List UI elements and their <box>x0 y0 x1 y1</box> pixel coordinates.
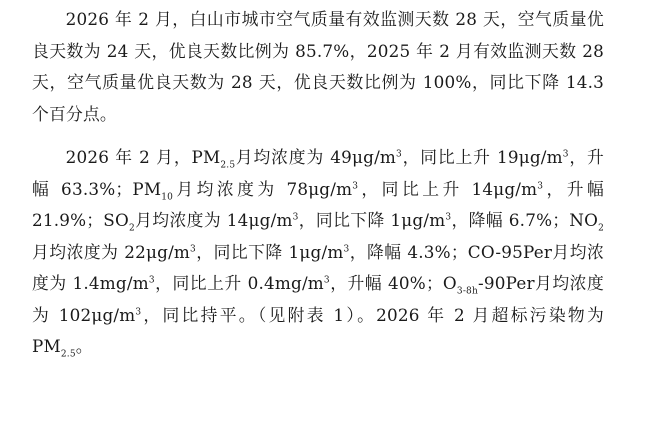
text-run: ，升幅 63.3%；PM <box>32 147 604 199</box>
text-run: ，升幅 40%；O <box>329 273 457 293</box>
text-run: ，同比持平。（见附表 1）。2026 年 2 月超标污染物为PM <box>32 304 604 356</box>
text-run: ，降幅 4.3%；CO-95Per月均浓度为 1.4mg/m <box>32 241 604 293</box>
superscript: 3 <box>537 180 544 191</box>
text-run: 月均浓度为 22μg/m <box>32 241 191 262</box>
text-run: ，升幅 21.9%；SO <box>32 178 604 230</box>
superscript: 3 <box>135 306 142 317</box>
text-run: ，同比下降 1μg/m <box>298 210 446 230</box>
text-run: ，同比上升 0.4mg/m <box>154 273 324 293</box>
text-run: 月均浓度为 49μg/m <box>235 147 397 167</box>
text-run: -90Per月均浓度为 102μg/m <box>32 273 604 325</box>
subscript: 3-8h <box>456 286 478 297</box>
superscript: 3 <box>292 212 299 223</box>
paragraph-pollutant-concentrations <box>32 142 604 363</box>
text-run: ，同比下降 1μg/m <box>195 241 344 262</box>
text-run: ，降幅 6.7%；NO <box>451 210 599 230</box>
text-run: 月均浓度为 78μg/m <box>173 178 353 199</box>
text-run: ，同比上升 19μg/m <box>401 147 563 167</box>
text-run: 2026 年 2 月，PM <box>65 147 221 167</box>
text-run: 。 <box>75 336 93 356</box>
text-run: ，同比上升 14μg/m <box>358 178 538 199</box>
superscript: 3 <box>190 243 196 254</box>
subscript: 2.5 <box>60 349 76 360</box>
subscript: 2 <box>598 223 604 234</box>
superscript: 3 <box>445 212 452 223</box>
text-run: 月均浓度为 14μg/m <box>134 210 293 230</box>
superscript: 3 <box>148 275 155 286</box>
subscript: 10 <box>161 191 174 202</box>
superscript: 3 <box>396 149 402 160</box>
superscript: 3 <box>343 243 350 254</box>
superscript: 3 <box>323 275 330 286</box>
subscript: 2.5 <box>220 160 236 171</box>
superscript: 3 <box>562 149 569 160</box>
subscript: 2 <box>128 223 135 234</box>
superscript: 3 <box>352 180 359 191</box>
paragraph-air-quality-days: 2026 年 2 月，白山市城市空气质量有效监测天数 28 天，空气质量优良天数为 24 天，优良天数比例为 85.7%，2025 年 2 月有效监测天数 28 天，空气质量优良天数为 28 天，优良天数比例为 100%，同比下降 14.3 个百分点。 <box>32 9 604 124</box>
